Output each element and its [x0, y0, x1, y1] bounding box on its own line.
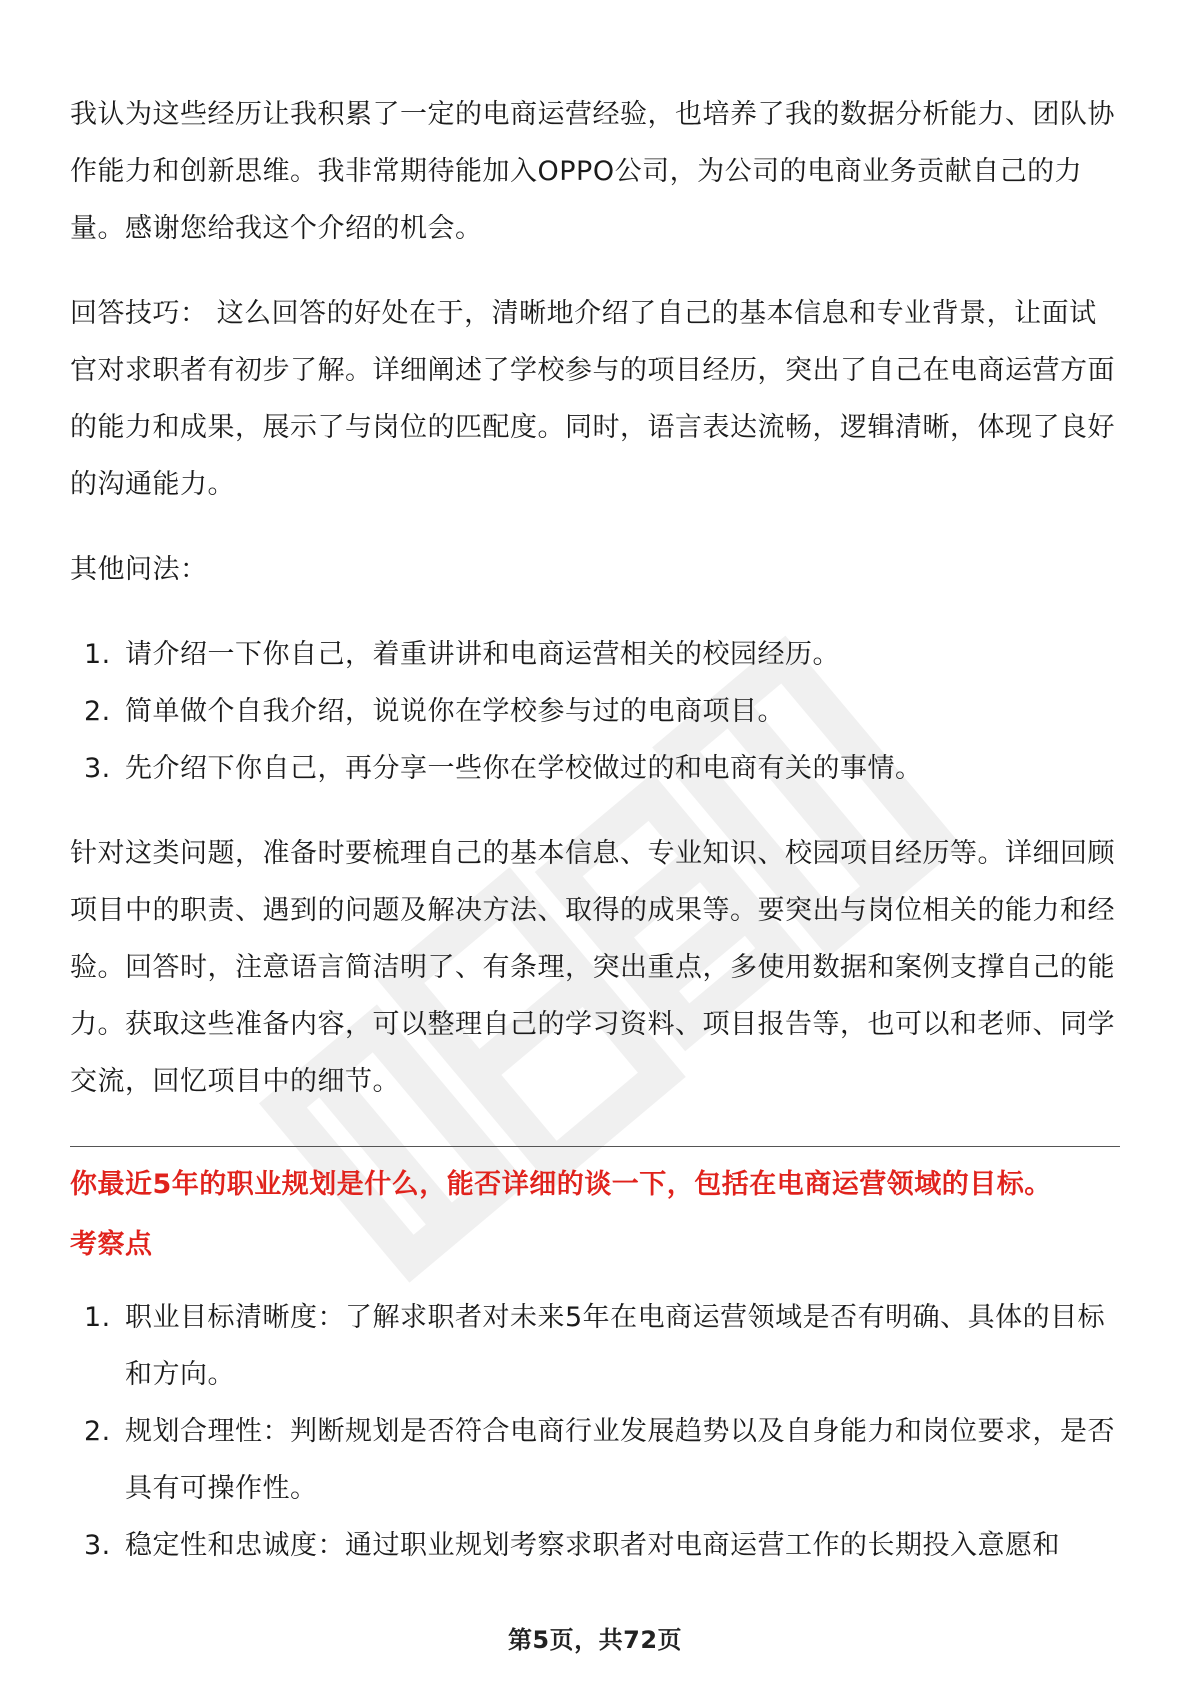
- list-item-number: 1.: [84, 639, 111, 670]
- list-item: [70, 740, 1120, 797]
- list-item-text: 先介绍下你自己，再分享一些你在学校做过的和电商有关的事情。: [125, 753, 923, 784]
- list-item-text: 请介绍一下你自己，着重讲讲和电商运营相关的校园经历。: [125, 639, 840, 670]
- paragraph-other-questions-label: 其他问法：: [70, 554, 208, 585]
- page-content: [70, 86, 1120, 1574]
- list-item-number: 3.: [84, 1530, 111, 1561]
- list-item-text: 稳定性和忠诚度：通过职业规划考察求职者对电商运营工作的长期投入意愿和: [125, 1530, 1060, 1561]
- list-item: [70, 1517, 1120, 1574]
- list-item-text: 职业目标清晰度：了解求职者对未来5年在电商运营领域是否有明确、具体的目标和方向。: [125, 1302, 1106, 1390]
- list-item: [70, 683, 1120, 740]
- list-item: [70, 1403, 1120, 1517]
- list-item: [70, 1289, 1120, 1403]
- list-item-number: 3.: [84, 753, 111, 784]
- other-questions-list: [70, 626, 1120, 797]
- list-item-number: 1.: [84, 1302, 111, 1333]
- question-subtitle: 考察点: [70, 1229, 153, 1260]
- page-number: 第5页，共72页: [507, 1626, 683, 1654]
- list-item-number: 2.: [84, 696, 111, 727]
- list-item-text: 简单做个自我介绍，说说你在学校参与过的电商项目。: [125, 696, 785, 727]
- list-item-text: 规划合理性：判断规划是否符合电商行业发展趋势以及自身能力和岗位要求，是否具有可操作性。: [125, 1416, 1115, 1504]
- checkpoints-list: [70, 1289, 1120, 1574]
- question-title: 你最近5年的职业规划是什么，能否详细的谈一下，包括在电商运营领域的目标。: [70, 1169, 1052, 1200]
- list-item-number: 2.: [84, 1416, 111, 1447]
- paragraph-experience-summary: 我认为这些经历让我积累了一定的电商运营经验，也培养了我的数据分析能力、团队协作能力和创新思维。我非常期待能加入OPPO公司，为公司的电商业务贡献自己的力量。感谢您给我这个介绍的机会。: [70, 99, 1115, 244]
- paragraph-answer-tips: 回答技巧： 这么回答的好处在于，清晰地介绍了自己的基本信息和专业背景，让面试官对求职者有初步了解。详细阐述了学校参与的项目经历，突出了自己在电商运营方面的能力和成果，展示了与岗位的匹配度。同时，语言表达流畅，逻辑清晰，体现了良好的沟通能力。: [70, 298, 1115, 500]
- list-item: [70, 626, 1120, 683]
- paragraph-preparation-advice: 针对这类问题，准备时要梳理自己的基本信息、专业知识、校园项目经历等。详细回顾项目中的职责、遇到的问题及解决方法、取得的成果等。要突出与岗位相关的能力和经验。回答时，注意语言简洁明了、有条理，突出重点，多使用数据和案例支撑自己的能力。获取这些准备内容，可以整理自己的学习资料、项目报告等，也可以和老师、同学交流，回忆项目中的细节。: [70, 838, 1115, 1097]
